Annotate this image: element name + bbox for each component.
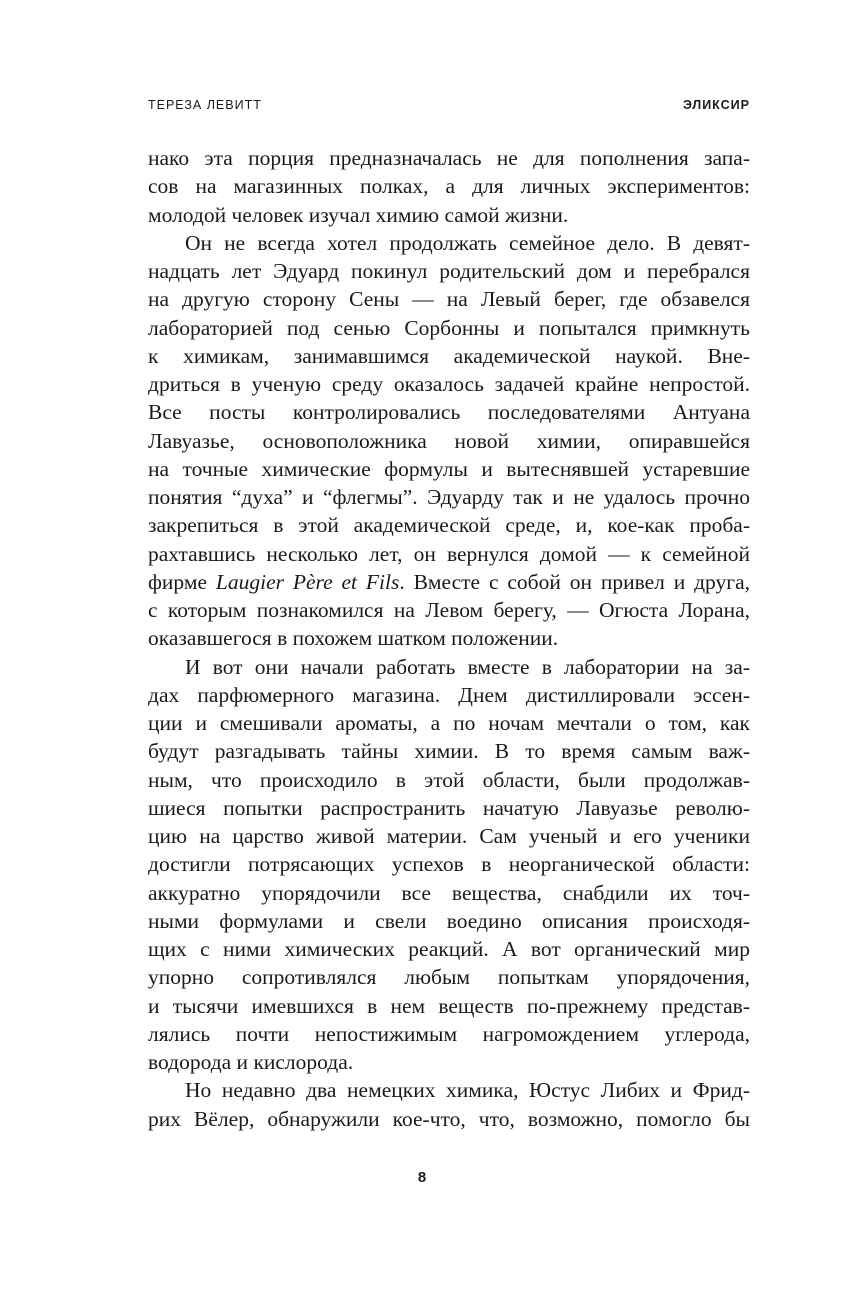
text-line: Он не всегда хотел продолжать семейное дело. В девят- bbox=[185, 230, 750, 255]
paragraph-2 bbox=[148, 229, 750, 653]
paragraph-1 bbox=[148, 144, 750, 229]
text-line: с которым познакомился на Левом берегу, — Огюста Лорана, bbox=[148, 598, 750, 622]
text-line: оказавшегося в похожем шатком положении. bbox=[148, 626, 559, 651]
text-line: на точные химические формулы и вытеснявшей устаревшие bbox=[148, 456, 750, 481]
text-line: понятия “духа” и “флегмы”. Эдуарду так и не удалось прочно bbox=[148, 485, 750, 509]
firm-name-italic: Laugier Père et Fils bbox=[215, 569, 400, 594]
text-line bbox=[148, 568, 750, 596]
text-line: цию на царство живой материи. Сам ученый и его ученики bbox=[148, 824, 750, 848]
text-line: ным, что происходило в этой области, были продолжав- bbox=[148, 767, 750, 792]
body-text bbox=[148, 144, 750, 1133]
text-line: к химикам, занимавшимся академической наукой. Вне- bbox=[148, 343, 750, 368]
page-number: 8 bbox=[417, 1169, 427, 1186]
text-line: закрепиться в этой академической среде, и, кое-как проба- bbox=[148, 513, 750, 538]
text-line: сов на магазинных полках, а для личных экспериментов: bbox=[148, 174, 750, 199]
text-line: рахтавшись несколько лет, он вернулся домой — к семейной bbox=[148, 541, 750, 566]
text-line: будут разгадывать тайны химии. В то время самым важ- bbox=[148, 739, 750, 764]
paragraph-4 bbox=[148, 1076, 750, 1133]
text-line: упорно сопротивлялся любым попыткам упорядочения, bbox=[148, 965, 750, 990]
text-line: дриться в ученую среду оказалось задачей крайне непростой. bbox=[148, 372, 750, 396]
text-line: аккуратно упорядочили все вещества, снабдили их точ- bbox=[148, 880, 750, 905]
text-line: Все посты контролировались последователями Антуана bbox=[148, 400, 750, 425]
text-line: достигли потрясающих успехов в неорганической области: bbox=[148, 852, 750, 877]
text-line: Лавуазье, основоположника новой химии, опиравшейся bbox=[148, 428, 750, 453]
running-head-author: ТЕРЕЗА ЛЕВИТТ bbox=[148, 98, 262, 112]
text-run: . Вместе с собой он привел и друга, bbox=[399, 569, 750, 594]
running-head-book-title: ЭЛИКСИР bbox=[683, 98, 750, 112]
text-line: на другую сторону Сены — на Левый берег, где обзавелся bbox=[148, 287, 750, 312]
text-run: фирме bbox=[148, 569, 208, 594]
text-line: надцать лет Эдуард покинул родительский дом и перебрался bbox=[148, 259, 750, 283]
text-line: ными формулами и свели воедино описания происходя- bbox=[148, 908, 750, 933]
text-line: ции и смешивали ароматы, а по ночам мечтали о том, как bbox=[148, 711, 750, 735]
text-line: шиеся попытки распространить начатую Лавуазье револю- bbox=[148, 795, 750, 820]
text-line: нако эта порция предназначалась не для пополнения запа- bbox=[148, 146, 750, 170]
text-line: рих Вёлер, обнаружили кое-что, что, возможно, помогло бы bbox=[148, 1106, 750, 1131]
text-line: лялись почти непостижимым нагромождением углерода, bbox=[148, 1021, 750, 1046]
text-line: водорода и кислорода. bbox=[148, 1050, 354, 1074]
text-line: дах парфюмерного магазина. Днем дистиллировали эссен- bbox=[148, 682, 750, 707]
text-line: молодой человек изучал химию самой жизни. bbox=[148, 202, 569, 227]
text-line: и тысячи имевшихся в нем веществ по-прежнему представ- bbox=[148, 993, 750, 1018]
text-line: Но недавно два немецких химика, Юстус Либих и Фрид- bbox=[185, 1078, 750, 1103]
paragraph-3 bbox=[148, 653, 750, 1077]
text-line: лабораторией под сенью Сорбонны и попытался примкнуть bbox=[148, 315, 750, 340]
running-head bbox=[148, 98, 750, 114]
text-line: И вот они начали работать вместе в лаборатории на за- bbox=[185, 654, 750, 679]
text-line: щих с ними химических реакций. А вот органический мир bbox=[148, 937, 750, 961]
